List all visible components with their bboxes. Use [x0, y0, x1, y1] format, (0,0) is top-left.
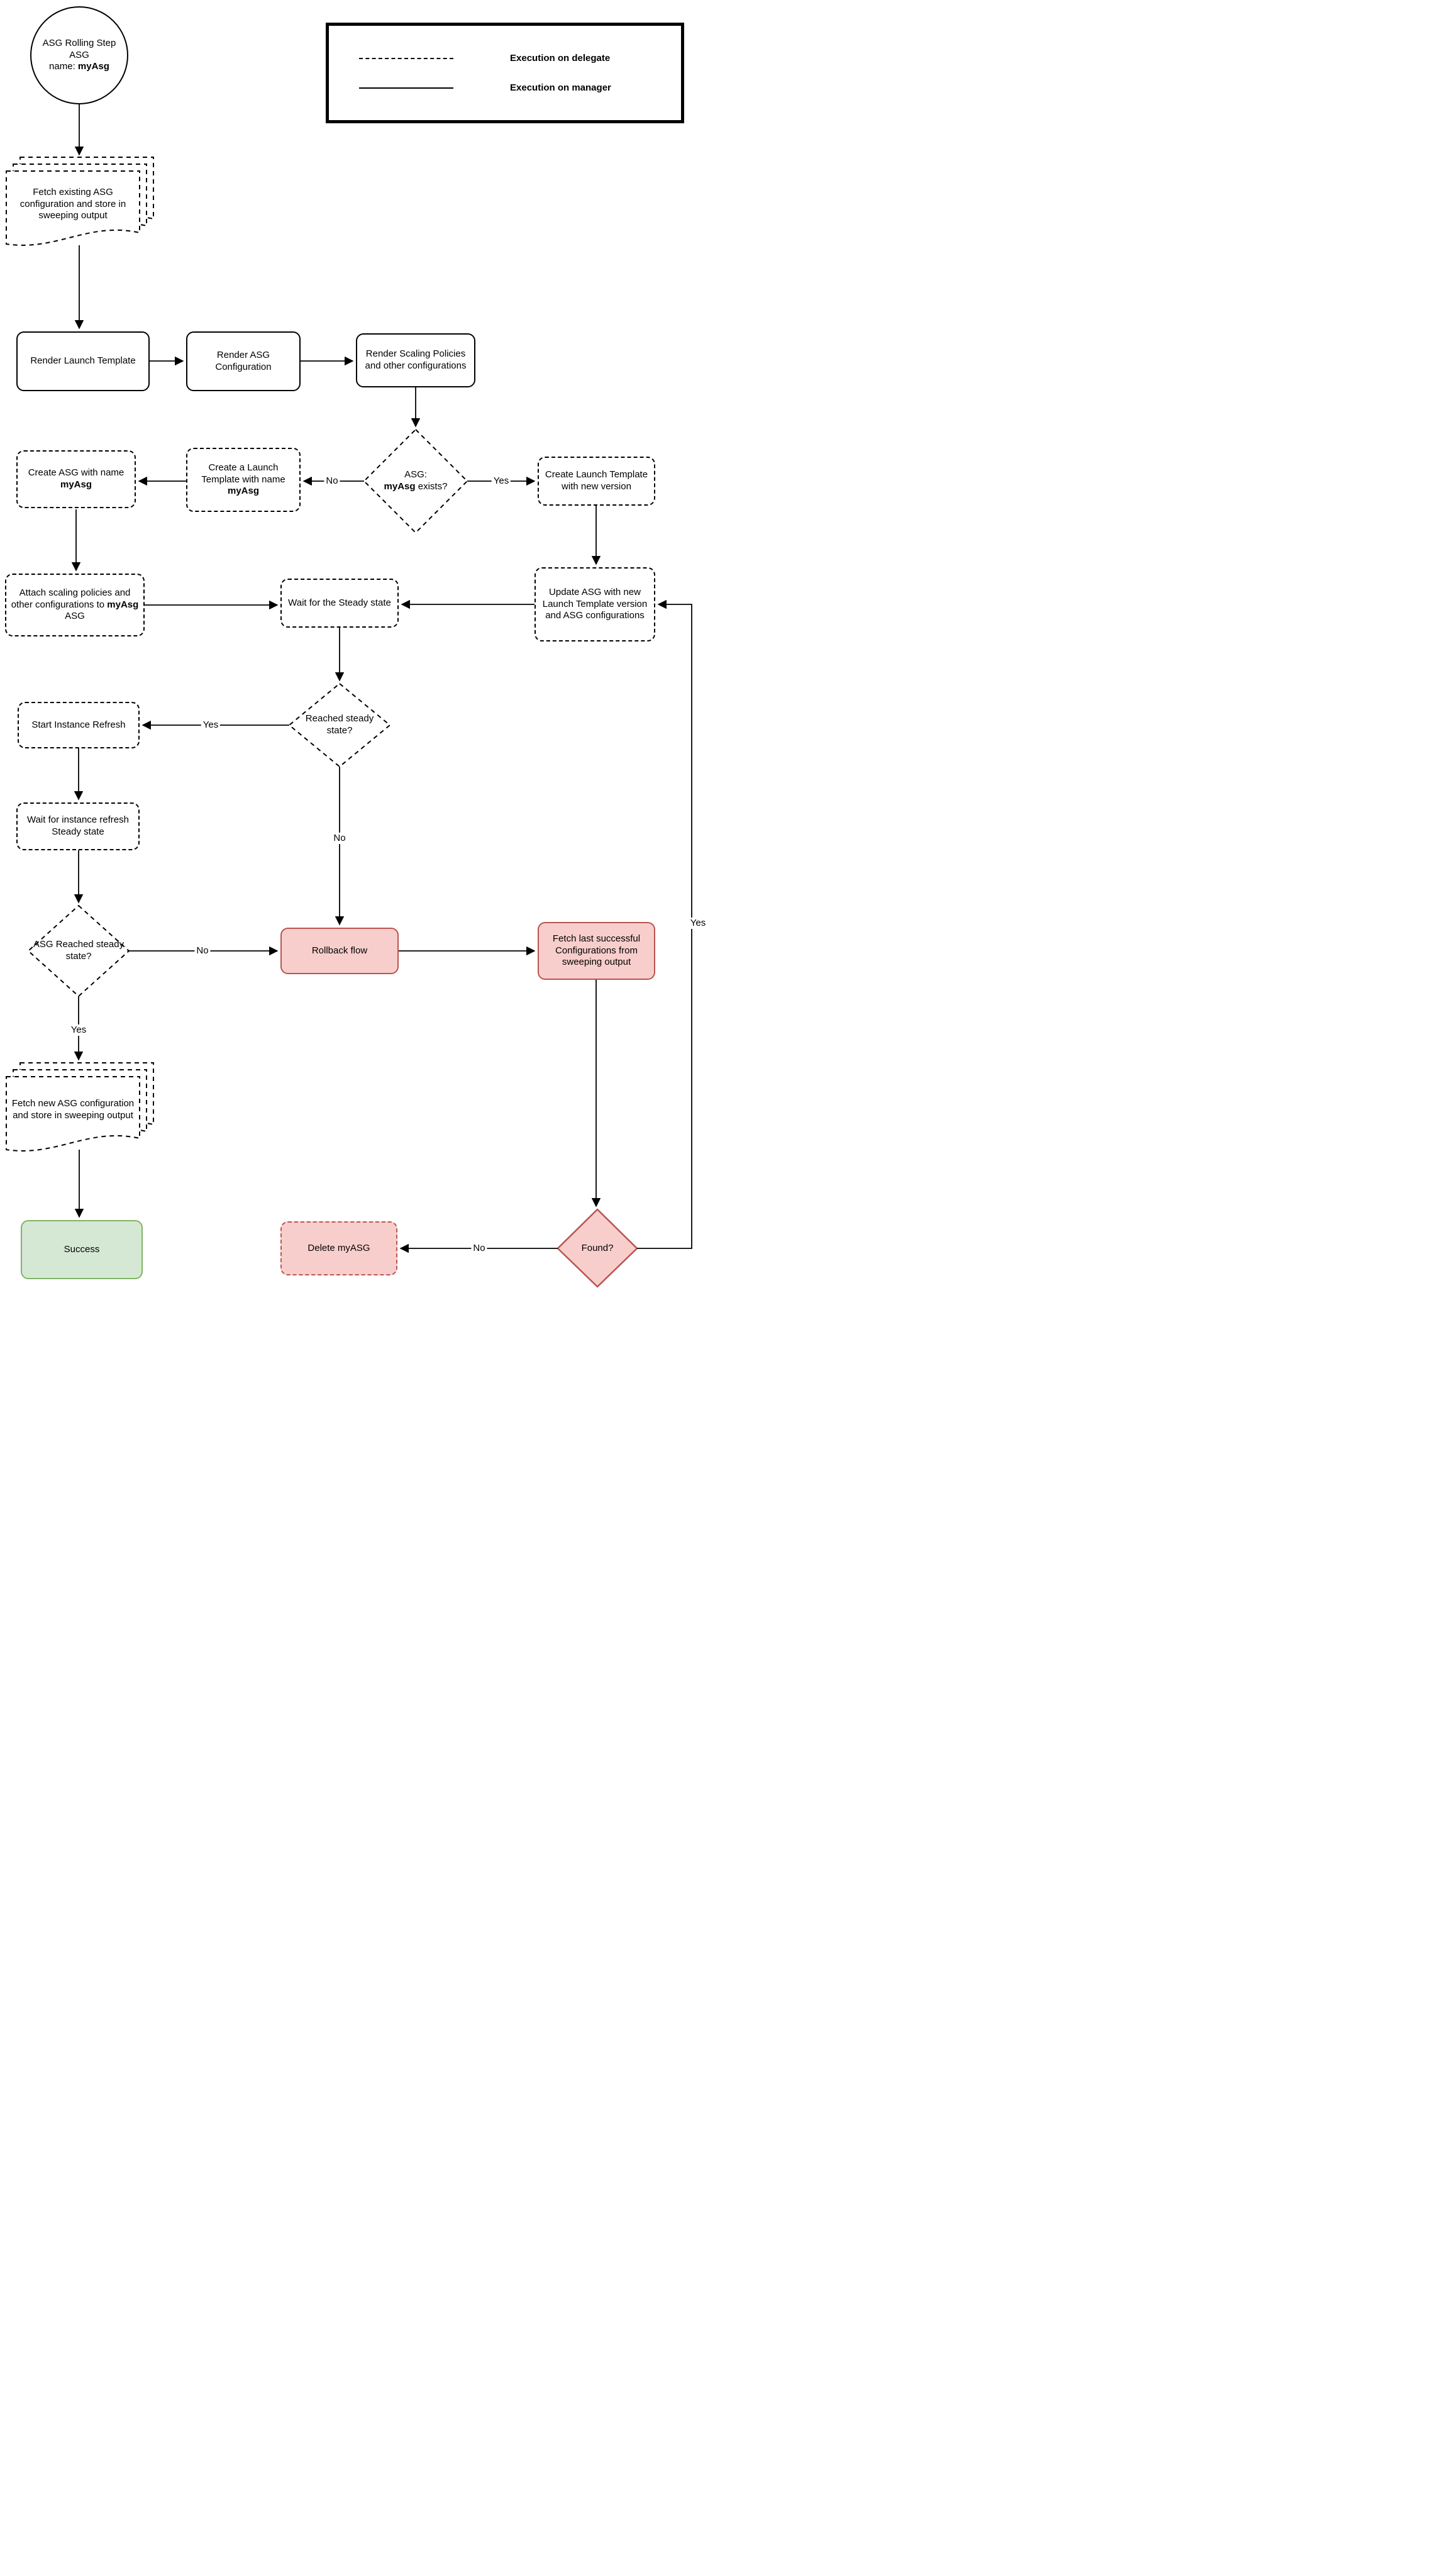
node-fetch-new-config: Fetch new ASG configuration and store in sweeping output — [11, 1098, 135, 1121]
node-render-asg-configuration: Render ASG Configuration — [186, 331, 301, 391]
node-wait-instance-refresh: Wait for instance refresh Steady state — [16, 802, 140, 850]
start-line2: ASG — [69, 49, 89, 60]
node-fetch-last-successful: Fetch last successful Configurations from sweeping output — [538, 922, 655, 980]
edges — [76, 104, 692, 1248]
legend-label-manager: Execution on manager — [510, 82, 611, 93]
edge-label-yes-asg-exists: Yes — [492, 475, 511, 487]
node-delete-myasg: Delete myASG — [280, 1221, 397, 1275]
legend-label-delegate: Execution on delegate — [510, 53, 611, 64]
start-line1: ASG Rolling Step — [42, 37, 116, 48]
flowchart-canvas — [0, 0, 720, 1288]
node-rollback-flow: Rollback flow — [280, 928, 399, 974]
node-create-launch-template-named: Create a Launch Template with name myAsg — [186, 448, 301, 512]
dashed-line-sample — [359, 58, 453, 59]
node-render-launch-template: Render Launch Template — [16, 331, 150, 391]
node-asg-reached-steady-decision: ASG Reached steady state? — [33, 939, 125, 962]
solid-line-sample — [359, 87, 453, 89]
edge-label-no-found: No — [471, 1243, 487, 1254]
node-create-asg: Create ASG with name myAsg — [16, 450, 136, 508]
legend-row-manager — [359, 82, 681, 93]
node-reached-steady-decision: Reached steady state? — [305, 713, 374, 736]
node-attach-scaling-policies: Attach scaling policies and other configurations to myAsg ASG — [5, 574, 145, 636]
node-success: Success — [21, 1220, 143, 1279]
edge-label-yes-reached: Yes — [201, 719, 220, 731]
node-start-circle — [30, 6, 128, 104]
edge-label-no-asg-exists: No — [324, 475, 340, 487]
node-render-scaling-policies: Render Scaling Policies and other configurations — [356, 333, 475, 387]
edge-label-no-reached: No — [331, 833, 347, 844]
node-update-asg: Update ASG with new Launch Template version and ASG configurations — [534, 567, 655, 641]
start-line3: name: myAsg — [49, 61, 109, 72]
edge-label-yes-asg-reached: Yes — [69, 1024, 88, 1036]
edge-label-yes-found: Yes — [689, 918, 707, 929]
node-wait-steady-state: Wait for the Steady state — [280, 579, 399, 628]
node-create-launch-template-new-version: Create Launch Template with new version — [538, 457, 655, 506]
node-asg-exists-decision: ASG: myAsg exists? — [384, 469, 448, 492]
edge-label-no-asg-reached: No — [194, 945, 210, 957]
legend-box — [326, 23, 684, 123]
legend-row-delegate — [359, 53, 681, 64]
node-start-instance-refresh: Start Instance Refresh — [18, 702, 140, 748]
node-found-decision: Found? — [581, 1242, 614, 1253]
node-fetch-existing-config: Fetch existing ASG configuration and store in sweeping output — [19, 186, 126, 221]
